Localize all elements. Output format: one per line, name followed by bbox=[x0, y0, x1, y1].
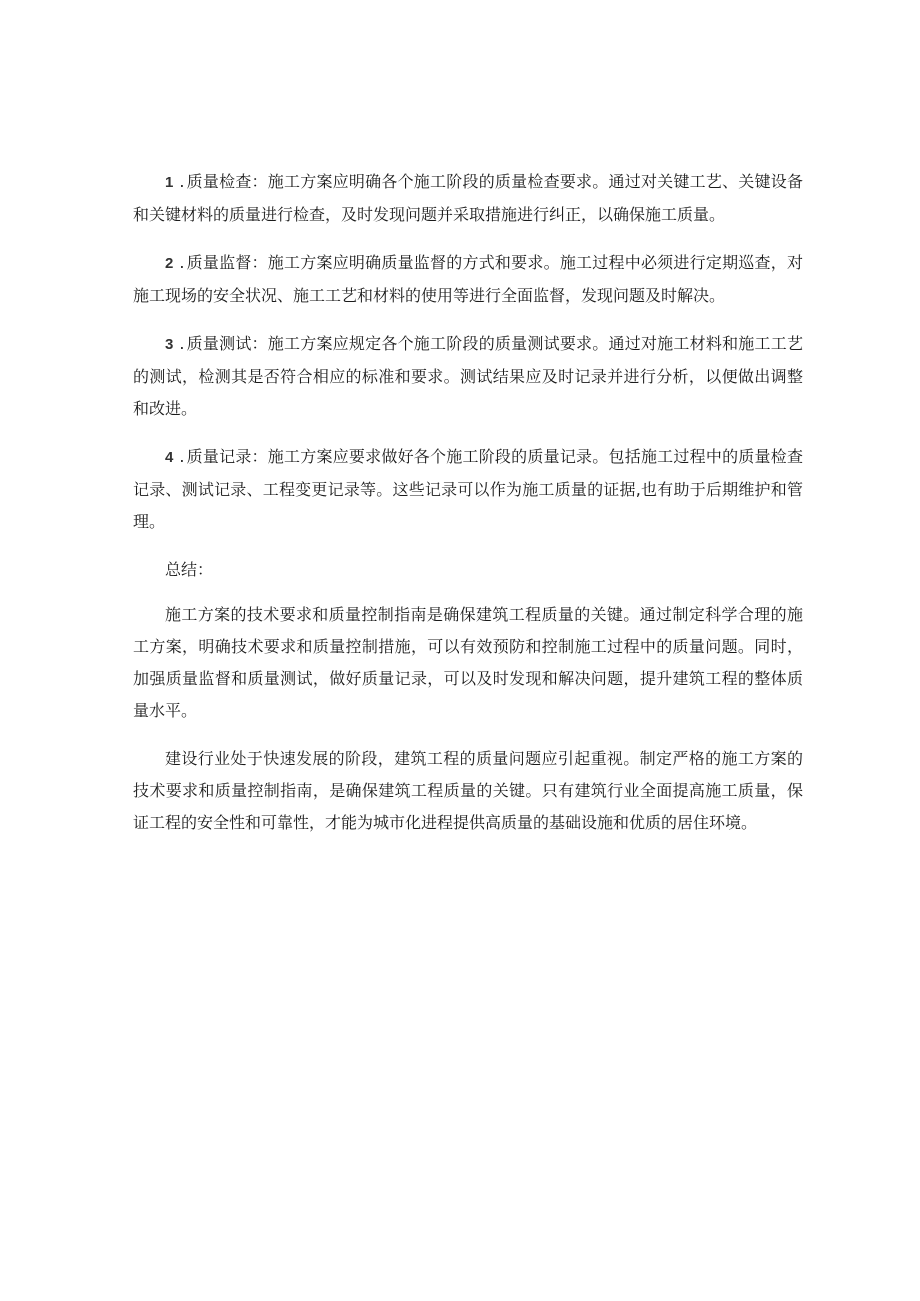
list-item-quality-supervision bbox=[133, 247, 803, 312]
list-item-quality-inspection bbox=[133, 166, 803, 231]
list-item-quality-testing bbox=[133, 328, 803, 425]
item-number: 1 bbox=[165, 174, 174, 191]
item-marker: . bbox=[179, 334, 185, 353]
conclusion-paragraph: 建设行业处于快速发展的阶段，建筑工程的质量问题应引起重视。制定严格的施工方案的技术要求和质量控制指南，是确保建筑工程质量的关键。只有建筑行业全面提高施工质量，保证工程的安全性和可靠性，才能为城市化进程提供高质量的基础设施和优质的居住环境。 bbox=[133, 749, 803, 832]
item-text: 质量监督：施工方案应明确质量监督的方式和要求。施工过程中必须进行定期巡查，对施工现场的安全状况、施工工艺和材料的使用等进行全面监督，发现问题及时解决。 bbox=[133, 253, 803, 305]
conclusion-paragraph: 施工方案的技术要求和质量控制指南是确保建筑工程质量的关键。通过制定科学合理的施工方案，明确技术要求和质量控制措施，可以有效预防和控制施工过程中的质量问题。同时，加强质量监督和质量测试，做好质量记录，可以及时发现和解决问题，提升建筑工程的整体质量水平。 bbox=[133, 605, 803, 720]
item-number: 2 bbox=[165, 255, 174, 272]
summary-heading: 总结： bbox=[165, 560, 214, 579]
item-marker: . bbox=[179, 253, 185, 272]
list-item-quality-records bbox=[133, 441, 803, 538]
document-body bbox=[133, 166, 803, 855]
item-number: 3 bbox=[165, 336, 174, 353]
item-text: 质量测试：施工方案应规定各个施工阶段的质量测试要求。通过对施工材料和施工工艺的测试，检测其是否符合相应的标准和要求。测试结果应及时记录并进行分析，以便做出调整和改进。 bbox=[133, 334, 803, 418]
item-marker: . bbox=[179, 172, 185, 191]
item-text: 质量记录：施工方案应要求做好各个施工阶段的质量记录。包括施工过程中的质量检查记录、测试记录、工程变更记录等。这些记录可以作为施工质量的证据,也有助于后期维护和管理。 bbox=[133, 447, 803, 531]
item-text: 质量检查：施工方案应明确各个施工阶段的质量检查要求。通过对关键工艺、关键设备和关键材料的质量进行检查，及时发现问题并采取措施进行纠正，以确保施工质量。 bbox=[133, 172, 803, 224]
item-marker: . bbox=[179, 447, 185, 466]
item-number: 4 bbox=[165, 449, 174, 466]
